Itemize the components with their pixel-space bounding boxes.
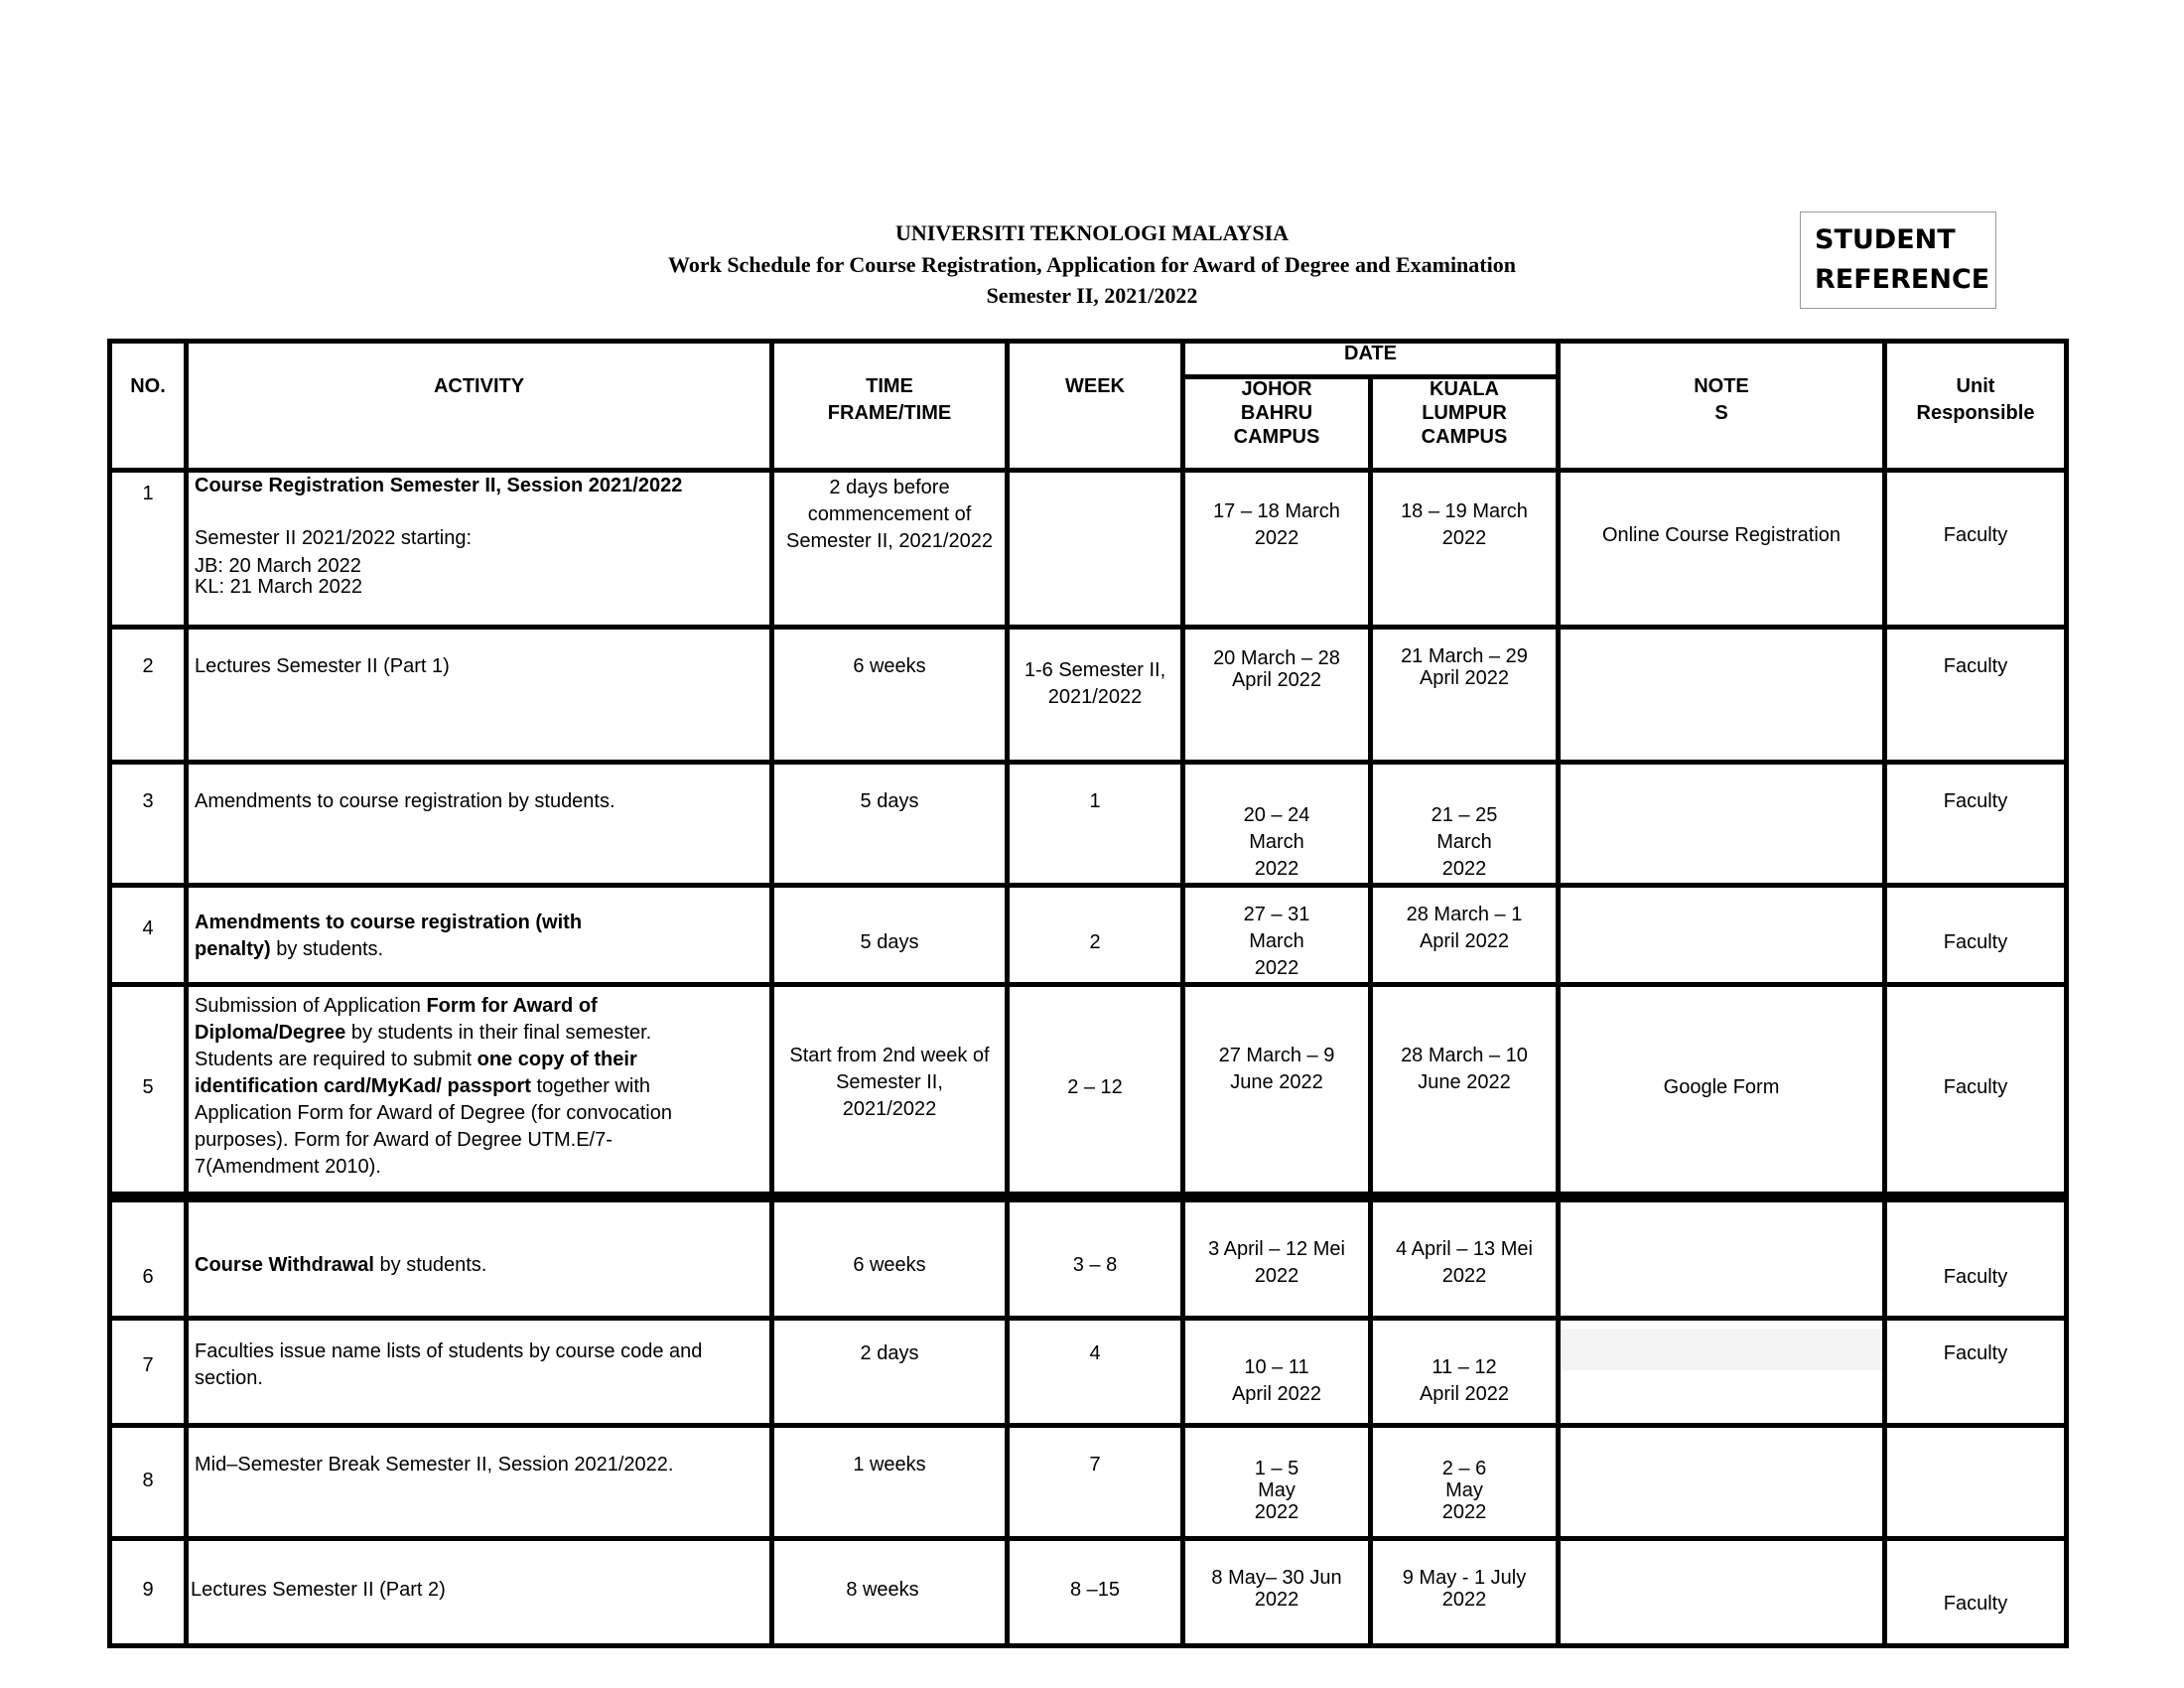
row-kl-date: 18 – 19 March 2022	[1371, 471, 1559, 628]
header-notes-line2: S	[1714, 402, 1728, 424]
row-time-frame: 6 weeks	[772, 628, 1008, 763]
row-unit: Faculty	[1885, 1197, 2067, 1319]
row-johor-date: 20 – 24 March 2022	[1183, 763, 1371, 886]
row-no: 6	[110, 1197, 187, 1319]
row-notes	[1559, 1197, 1885, 1319]
row-kl-date: 21 – 25 March 2022	[1371, 763, 1559, 886]
row-notes	[1559, 628, 1885, 763]
row-time-frame: 1 weeks	[772, 1426, 1008, 1539]
row-time-frame: 2 days	[772, 1319, 1008, 1426]
activity-line: JB: 20 March 2022	[195, 555, 361, 577]
header-johor-campus: JOHOR BAHRU CAMPUS	[1183, 377, 1371, 471]
row-activity	[187, 886, 772, 985]
row-johor-date: 20 March – 28 April 2022	[1183, 628, 1371, 763]
row-week	[1008, 471, 1183, 628]
row-activity	[187, 1197, 772, 1319]
row-johor-date: 1 – 5 May 2022	[1183, 1426, 1371, 1539]
row-time-frame: 5 days	[772, 886, 1008, 985]
row-kl-date: 2 – 6 May 2022	[1371, 1426, 1559, 1539]
activity-bold-part: Form for Award of Diploma/Degree	[195, 995, 598, 1044]
table-row	[110, 1319, 2067, 1426]
row-activity: Lectures Semester II (Part 2)	[187, 1539, 772, 1646]
table-row	[110, 628, 2067, 763]
header-notes-line1: NOTE	[1694, 375, 1749, 397]
table-row	[110, 886, 2067, 985]
row-unit: Faculty	[1885, 985, 2067, 1197]
activity-bold-part: one copy of their identification card/MyKad/ passport	[195, 1049, 637, 1097]
row-activity	[187, 471, 772, 628]
table-row	[110, 1426, 2067, 1539]
university-name: UNIVERSITI TEKNOLOGI MALAYSIA	[894, 220, 1290, 245]
activity-text-part: by students in their final semester. Students are required to submit	[195, 1022, 652, 1070]
row-unit: Faculty	[1885, 763, 2067, 886]
row-notes: Google Form	[1559, 985, 1885, 1197]
row-unit: Faculty	[1885, 1319, 2067, 1426]
schedule-table	[107, 339, 2069, 1648]
row-johor-date: 27 – 31 March 2022	[1183, 886, 1371, 985]
row-week: 7	[1008, 1426, 1183, 1539]
row-time-frame: 6 weeks	[772, 1197, 1008, 1319]
row-unit: Faculty	[1885, 886, 2067, 985]
header-time-frame: TIME FRAME/TIME	[772, 342, 1008, 471]
table-row	[110, 985, 2067, 1197]
row-time-frame: Start from 2nd week of Semester II, 2021/2022	[772, 985, 1008, 1197]
row-notes	[1559, 1319, 1885, 1426]
activity-line: Semester II 2021/2022 starting:	[195, 527, 473, 549]
row-johor-date: 10 – 11 April 2022	[1183, 1319, 1371, 1426]
row-week: 1	[1008, 763, 1183, 886]
document-semester: Semester II, 2021/2022	[986, 283, 1198, 308]
table-row	[110, 1197, 2067, 1319]
row-johor-date: 8 May– 30 Jun 2022	[1183, 1539, 1371, 1646]
row-unit	[1885, 1426, 2067, 1539]
row-week: 2 – 12	[1008, 985, 1183, 1197]
row-no: 1	[110, 471, 187, 628]
row-notes	[1559, 886, 1885, 985]
row-activity: Faculties issue name lists of students by course code and section.	[187, 1319, 772, 1426]
row-notes: Online Course Registration	[1559, 471, 1885, 628]
header-unit-line2: Responsible	[1916, 402, 2035, 424]
row-time-frame: 8 weeks	[772, 1539, 1008, 1646]
row-activity: Amendments to course registration by students.	[187, 763, 772, 886]
row-no: 8	[110, 1426, 187, 1539]
row-week: 8 –15	[1008, 1539, 1183, 1646]
row-week: 1-6 Semester II, 2021/2022	[1008, 628, 1183, 763]
row-notes	[1559, 1426, 1885, 1539]
header-date: DATE	[1183, 342, 1559, 377]
row-no: 4	[110, 886, 187, 985]
row-kl-date: 28 March – 1 April 2022	[1371, 886, 1559, 985]
row-time-frame: 5 days	[772, 763, 1008, 886]
row-no: 2	[110, 628, 187, 763]
row-week: 2	[1008, 886, 1183, 985]
activity-rest-part: by students.	[373, 1254, 487, 1276]
row-kl-date: 9 May - 1 July 2022	[1371, 1539, 1559, 1646]
row-kl-date: 28 March – 10 June 2022	[1371, 985, 1559, 1197]
header-no: NO.	[110, 342, 187, 471]
row-unit: Faculty	[1885, 1539, 2067, 1646]
row-activity: Lectures Semester II (Part 1)	[187, 628, 772, 763]
row-activity: Mid–Semester Break Semester II, Session 2021/2022.	[187, 1426, 772, 1539]
row-johor-date: 17 – 18 March 2022	[1183, 471, 1371, 628]
row-time-frame: 2 days before commencement of Semester II, 2021/2022	[772, 471, 1008, 628]
reference-line-1: STUDENT	[1815, 224, 1956, 255]
row-kl-date: 11 – 12 April 2022	[1371, 1319, 1559, 1426]
table-row	[110, 1539, 2067, 1646]
row-unit: Faculty	[1885, 628, 2067, 763]
header-notes	[1559, 342, 1885, 471]
reference-line-2: REFERENCE	[1815, 264, 1990, 295]
row-week: 3 – 8	[1008, 1197, 1183, 1319]
row-week: 4	[1008, 1319, 1183, 1426]
row-activity	[187, 985, 772, 1197]
header-activity: ACTIVITY	[187, 342, 772, 471]
activity-bold-part: Amendments to course registration (with penalty)	[195, 912, 583, 960]
row-no: 3	[110, 763, 187, 886]
table-header-row	[110, 342, 2067, 377]
notes-shaded-band	[1561, 1329, 1882, 1370]
header-kl-campus: KUALA LUMPUR CAMPUS	[1371, 377, 1559, 471]
row-johor-date: 27 March – 9 June 2022	[1183, 985, 1371, 1197]
student-reference-box	[1800, 211, 1996, 309]
row-kl-date: 21 March – 29 April 2022	[1371, 628, 1559, 763]
activity-bold-part: Course Withdrawal	[195, 1254, 374, 1276]
row-no: 9	[110, 1539, 187, 1646]
activity-text-part: together with Application Form for Award of Degree (for convocation purposes). Form for Award of Degree UTM.E/7-7(Amendment 2010).	[195, 1075, 672, 1178]
row-kl-date: 4 April – 13 Mei 2022	[1371, 1197, 1559, 1319]
row-unit: Faculty	[1885, 471, 2067, 628]
activity-title: Course Registration Semester II, Session 2021/2022	[195, 475, 683, 496]
table-row	[110, 763, 2067, 886]
row-no: 5	[110, 985, 187, 1197]
activity-line: KL: 21 March 2022	[195, 576, 362, 598]
header-unit	[1885, 342, 2067, 471]
activity-rest-part: by students.	[270, 938, 384, 960]
row-johor-date: 3 April – 12 Mei 2022	[1183, 1197, 1371, 1319]
row-no: 7	[110, 1319, 187, 1426]
table-row	[110, 471, 2067, 628]
row-notes	[1559, 1539, 1885, 1646]
header-unit-line1: Unit	[1956, 375, 1995, 397]
activity-text-part: Submission of Application	[195, 995, 427, 1017]
row-notes	[1559, 763, 1885, 886]
document-title: Work Schedule for Course Registration, Application for Award of Degree and Examination	[668, 252, 1516, 277]
header-week: WEEK	[1008, 342, 1183, 471]
